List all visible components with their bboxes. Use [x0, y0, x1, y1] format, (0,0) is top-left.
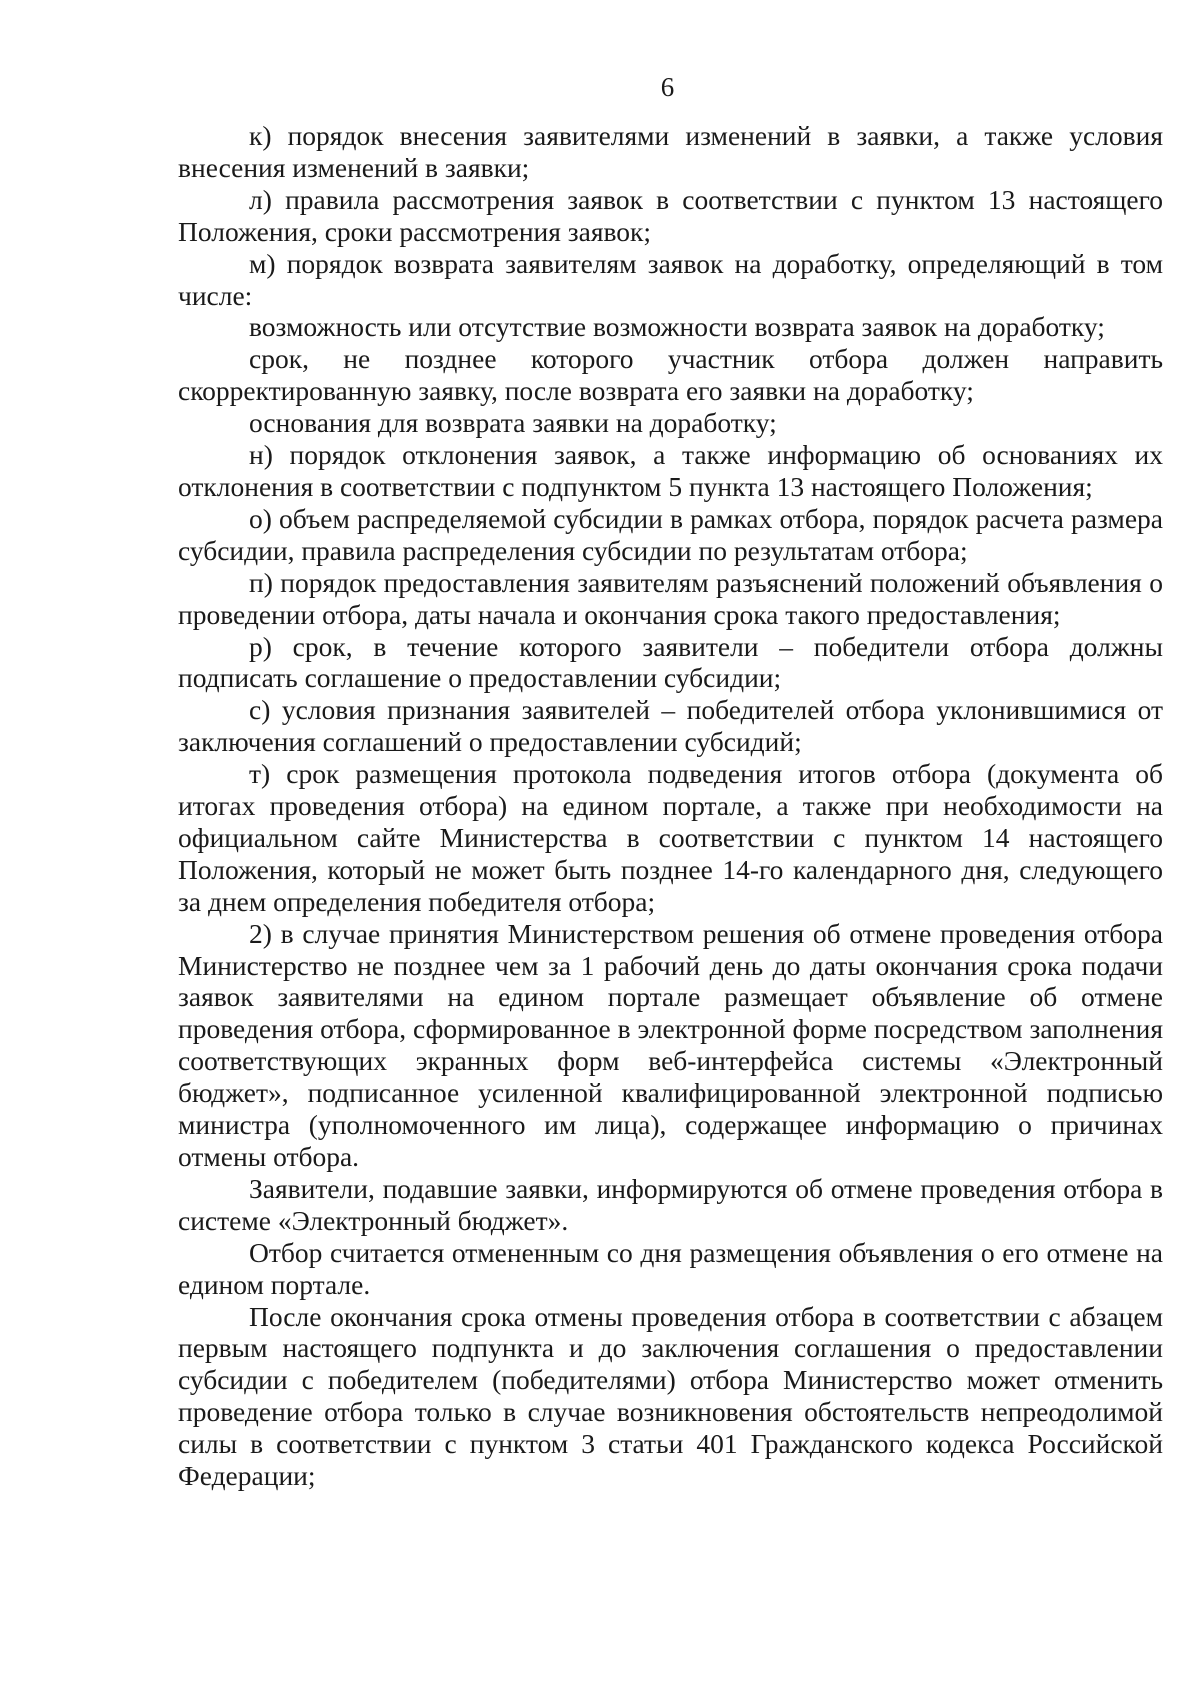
paragraph-p: п) порядок предоставления заявителям разъяснений положений объявления о проведении отбора, даты начала и окончания срока такого предоставления; — [178, 566, 1163, 630]
paragraph-n: н) порядок отклонения заявок, а также информацию об основаниях их отклонения в соответствии с подпунктом 5 пункта 13 настоящего Положения; — [178, 439, 1163, 502]
paragraph-selection-cancelled: Отбор считается отмененным со дня размещения объявления о его отмене на едином портале. — [178, 1236, 1163, 1300]
paragraph-m-option-3: основания для возврата заявки на доработку; — [249, 407, 777, 439]
page-number: 6 — [660, 72, 675, 102]
paragraph-m: м) порядок возврата заявителям заявок на доработку, определяющий в том числе: — [178, 247, 1163, 311]
paragraph-r: р) срок, в течение которого заявители – победители отбора должны подписать соглашение о предоставлении субсидии; — [178, 630, 1163, 694]
paragraph-l: л) правила рассмотрения заявок в соответствии с пунктом 13 настоящего Положения, сроки рассмотрения заявок; — [178, 183, 1163, 247]
paragraph-k: к) порядок внесения заявителями изменений в заявки, а также условия внесения изменений в заявки; — [178, 120, 1163, 183]
paragraph-m-option-2: срок, не позднее которого участник отбора должен направить скорректированную заявку, после возврата его заявки на доработку; — [178, 343, 1163, 407]
paragraph-s: с) условия признания заявителей – победителей отбора уклонившимися от заключения соглашений о предоставлении субсидий; — [178, 694, 1163, 758]
paragraph-force-majeure: После окончания срока отмены проведения отбора в соответствии с абзацем первым настоящего подпункта и до заключения соглашения о предоставлении субсидии с победителем (победителями) отбора Министерство может отменить проведение отбора только в случае возникновения обстоятельств непреодолимой силы в соответствии с пунктом 3 статьи 401 Гражданского кодекса Российской Федерации; — [178, 1300, 1163, 1492]
paragraph-2: 2) в случае принятия Министерством решения об отмене проведения отбора Министерство не позднее чем за 1 рабочий день до даты окончания срока подачи заявок заявителями на едином портале размещает объявление об отмене проведения отбора, сформированное в электронной форме посредством заполнения соответствующих экранных форм веб-интерфейса системы «Электронный бюджет», подписанное усиленной квалифицированной электронной подписью министра (уполномоченного им лица), содержащее информацию о причинах отмены отбора. — [178, 917, 1163, 1172]
paragraph-applicants-informed: Заявители, подавшие заявки, информируются об отмене проведения отбора в системе «Электронный бюджет». — [178, 1172, 1163, 1236]
paragraph-m-option-1: возможность или отсутствие возможности возврата заявок на доработку; — [249, 311, 1105, 343]
paragraph-t: т) срок размещения протокола подведения итогов отбора (документа об итогах проведения отбора) на едином портале, а также при необходимости на официальном сайте Министерства в соответствии с пунктом 14 настоящего Положения, который не может быть позднее 14-го календарного дня, следующего за днем определения победителя отбора; — [178, 758, 1163, 917]
paragraph-o: о) объем распределяемой субсидии в рамках отбора, порядок расчета размера субсидии, правила распределения субсидии по результатам отбора; — [178, 502, 1163, 566]
document-body — [178, 120, 1163, 1492]
